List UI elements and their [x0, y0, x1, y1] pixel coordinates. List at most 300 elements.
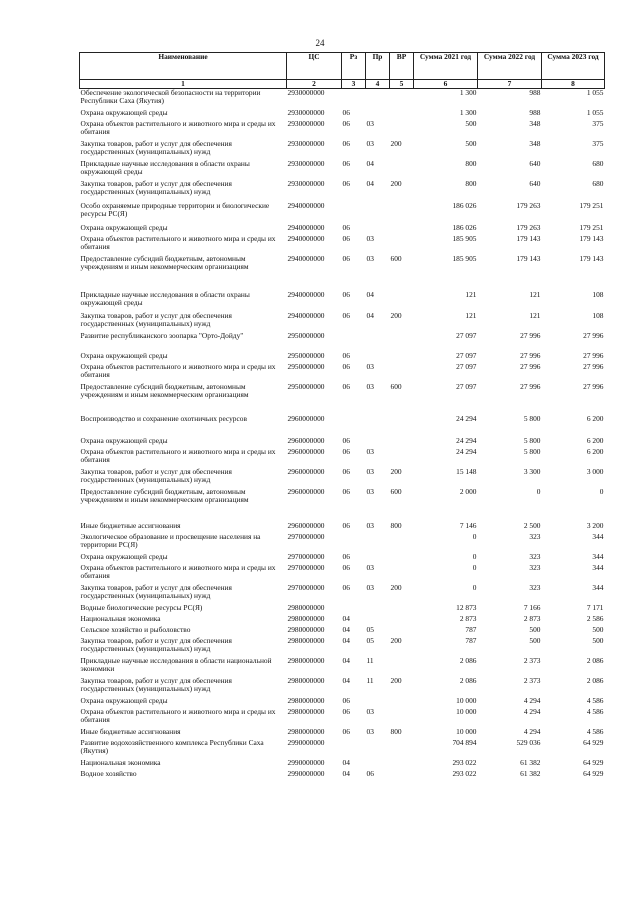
row-pr-code: [366, 739, 390, 759]
row-vr-code: [390, 657, 414, 677]
row-name: Охрана окружающей среды: [80, 696, 168, 705]
row-name: Предоставление субсидий бюджетным, автономным учреждениям и иным некоммерческим организациям: [80, 382, 249, 399]
row-sum-2022: 500: [529, 625, 541, 634]
row-vr-code: 200: [390, 583, 402, 592]
row-sum-2022: 323: [529, 532, 541, 541]
row-cs-code: 2980000000: [287, 614, 325, 623]
row-vr-code: 600: [390, 254, 402, 263]
row-sum-2022: 323: [529, 583, 541, 592]
table-row: [80, 437, 605, 448]
table-row: [80, 89, 605, 109]
row-sum-2021: 293 022: [452, 769, 477, 778]
table-row: [80, 728, 605, 739]
row-sum-2021: 800: [465, 159, 477, 168]
row-vr-code: 200: [390, 311, 402, 320]
row-sum-2022: 2 373: [523, 676, 541, 685]
table-row: [80, 448, 605, 468]
row-sum-2023: 2 086: [586, 656, 604, 665]
row-sum-2023: 27 996: [583, 331, 604, 340]
row-sum-2021: 704 894: [452, 738, 477, 747]
row-rz-code: 06: [342, 447, 350, 456]
row-name: Предоставление субсидий бюджетным, автономным учреждениям и иным некоммерческим организациям: [80, 254, 249, 271]
row-sum-2021: 186 026: [452, 223, 477, 232]
row-pr-code: [366, 533, 390, 553]
row-pr-code: [366, 697, 390, 708]
row-name: Охрана окружающей среды: [80, 436, 168, 445]
row-rz-code: [342, 415, 366, 437]
row-sum-2021: 800: [465, 179, 477, 188]
table-row: [80, 708, 605, 728]
row-sum-2022: 4 294: [523, 727, 541, 736]
row-sum-2021: 15 148: [456, 467, 477, 476]
header-sum-2021: Сумма 2021 год: [414, 53, 478, 80]
row-sum-2023: 27 996: [583, 382, 604, 391]
row-sum-2021: 1 300: [459, 108, 477, 117]
row-sum-2021: 185 905: [452, 254, 477, 263]
row-cs-code: 2980000000: [287, 676, 325, 685]
row-sum-2022: 27 996: [520, 331, 541, 340]
row-name: Иные бюджетные ассигнования: [80, 727, 181, 736]
row-vr-code: [390, 437, 414, 448]
row-rz-code: 04: [342, 614, 350, 623]
header-pr: Пр: [366, 53, 390, 80]
row-name: Развитие водохозяйственного комплекса Республики Саха (Якутия): [80, 738, 264, 755]
row-pr-code: 03: [366, 707, 374, 716]
row-cs-code: 2990000000: [287, 758, 325, 767]
row-vr-code: [390, 626, 414, 637]
header-vr: ВР: [390, 53, 414, 80]
row-sum-2022: 4 294: [523, 707, 541, 716]
row-rz-code: 06: [342, 234, 350, 243]
table-row: [80, 352, 605, 363]
row-pr-code: [366, 615, 390, 626]
column-index: 3: [342, 80, 366, 89]
row-sum-2023: 344: [592, 532, 604, 541]
row-sum-2023: 6 200: [586, 436, 604, 445]
column-index: 2: [287, 80, 342, 89]
row-rz-code: 06: [342, 467, 350, 476]
table-row: [80, 202, 605, 224]
row-cs-code: 2930000000: [287, 159, 325, 168]
row-pr-code: 03: [366, 447, 374, 456]
row-pr-code: 03: [366, 139, 374, 148]
row-sum-2021: 24 294: [456, 447, 477, 456]
row-cs-code: 2950000000: [287, 331, 325, 340]
row-cs-code: 2960000000: [287, 436, 325, 445]
row-name: Закупка товаров, работ и услуг для обеспечения государственных (муниципальных) нужд: [80, 676, 232, 693]
table-row: [80, 697, 605, 708]
row-sum-2022: 988: [529, 88, 541, 97]
row-sum-2023: 680: [592, 159, 604, 168]
row-sum-2021: 27 097: [456, 331, 477, 340]
column-index: 6: [414, 80, 478, 89]
row-vr-code: [390, 415, 414, 437]
row-name: Экологическое образование и просвещение населения на территории РС(Я): [80, 532, 261, 549]
row-cs-code: 2970000000: [287, 552, 325, 561]
row-sum-2022: 27 996: [520, 382, 541, 391]
row-rz-code: 04: [342, 769, 350, 778]
row-cs-code: 2980000000: [287, 707, 325, 716]
row-pr-code: 03: [366, 487, 374, 496]
row-pr-code: 05: [366, 636, 374, 645]
table-row: [80, 180, 605, 202]
table-row: [80, 291, 605, 312]
row-rz-code: [342, 739, 366, 759]
row-cs-code: 2930000000: [287, 139, 325, 148]
row-cs-code: 2980000000: [287, 696, 325, 705]
row-sum-2021: 293 022: [452, 758, 477, 767]
row-name: Закупка товаров, работ и услуг для обеспечения государственных (муниципальных) нужд: [80, 636, 232, 653]
row-sum-2021: 500: [465, 139, 477, 148]
page-number: 24: [315, 38, 325, 48]
table-row: [80, 383, 605, 415]
table-row: [80, 657, 605, 677]
row-name: Закупка товаров, работ и услуг для обеспечения государственных (муниципальных) нужд: [80, 139, 232, 156]
row-sum-2021: 24 294: [456, 414, 477, 423]
row-rz-code: 04: [342, 636, 350, 645]
row-vr-code: [390, 533, 414, 553]
row-sum-2022: 5 800: [523, 436, 541, 445]
row-sum-2021: 7 146: [459, 521, 477, 530]
row-name: Охрана объектов растительного и животного мира и среды их обитания: [80, 362, 276, 379]
row-name: Прикладные научные исследования в области охраны окружающей среды: [80, 290, 250, 307]
row-vr-code: [390, 89, 414, 109]
row-vr-code: [390, 553, 414, 564]
row-sum-2021: 185 905: [452, 234, 477, 243]
row-pr-code: [366, 415, 390, 437]
row-sum-2021: 10 000: [456, 707, 477, 716]
row-sum-2021: 2 086: [459, 656, 477, 665]
table-row: [80, 533, 605, 553]
table-row: [80, 626, 605, 637]
row-name: Иные бюджетные ассигнования: [80, 521, 181, 530]
row-sum-2022: 61 382: [520, 758, 541, 767]
budget-table: [79, 52, 605, 781]
row-cs-code: 2980000000: [287, 603, 325, 612]
row-cs-code: 2950000000: [287, 382, 325, 391]
table-row: [80, 637, 605, 657]
row-sum-2022: 2 373: [523, 656, 541, 665]
row-rz-code: 06: [342, 351, 350, 360]
row-sum-2023: 108: [592, 311, 604, 320]
row-pr-code: 03: [366, 254, 374, 263]
column-index: 4: [366, 80, 390, 89]
row-rz-code: [342, 332, 366, 352]
row-vr-code: [390, 120, 414, 140]
row-cs-code: 2940000000: [287, 234, 325, 243]
header-sum-2022: Сумма 2022 год: [478, 53, 542, 80]
row-pr-code: 11: [366, 676, 374, 685]
row-rz-code: 06: [342, 521, 350, 530]
row-vr-code: [390, 615, 414, 626]
row-rz-code: 06: [342, 159, 350, 168]
row-pr-code: [366, 202, 390, 224]
row-pr-code: 03: [366, 727, 374, 736]
row-sum-2021: 12 873: [456, 603, 477, 612]
row-sum-2021: 0: [472, 532, 477, 541]
row-vr-code: [390, 291, 414, 312]
row-name: Охрана объектов растительного и животного мира и среды их обитания: [80, 707, 276, 724]
row-cs-code: 2940000000: [287, 223, 325, 232]
row-sum-2023: 1 055: [586, 108, 604, 117]
table-row: [80, 770, 605, 781]
row-sum-2023: 3 000: [586, 467, 604, 476]
row-cs-code: 2940000000: [287, 290, 325, 299]
row-vr-code: 200: [390, 467, 402, 476]
row-pr-code: 03: [366, 362, 374, 371]
row-rz-code: [342, 89, 366, 109]
row-pr-code: [366, 109, 390, 120]
row-sum-2022: 121: [529, 290, 541, 299]
table-row: [80, 564, 605, 584]
row-sum-2023: 2 586: [586, 614, 604, 623]
row-rz-code: [342, 202, 366, 224]
row-name: Охрана объектов растительного и животного мира и среды их обитания: [80, 563, 276, 580]
row-cs-code: 2940000000: [287, 254, 325, 263]
row-sum-2021: 1 300: [459, 88, 477, 97]
row-rz-code: [342, 604, 366, 615]
row-sum-2023: 1 055: [586, 88, 604, 97]
row-name: Охрана объектов растительного и животного мира и среды их обитания: [80, 447, 276, 464]
column-index-row: [80, 80, 605, 89]
row-vr-code: 200: [390, 139, 402, 148]
row-sum-2022: 2 873: [523, 614, 541, 623]
table-header-row: [80, 53, 605, 80]
row-sum-2023: 179 251: [579, 223, 604, 232]
row-rz-code: 04: [342, 656, 350, 665]
row-sum-2022: 179 263: [516, 201, 541, 210]
row-sum-2022: 0: [536, 487, 541, 496]
row-pr-code: 05: [366, 625, 374, 634]
row-sum-2023: 3 200: [586, 521, 604, 530]
row-sum-2023: 27 996: [583, 362, 604, 371]
row-pr-code: [366, 89, 390, 109]
table-row: [80, 759, 605, 770]
row-sum-2022: 27 996: [520, 362, 541, 371]
row-rz-code: 06: [342, 139, 350, 148]
row-sum-2022: 323: [529, 563, 541, 572]
row-vr-code: [390, 109, 414, 120]
row-sum-2021: 121: [465, 311, 477, 320]
row-cs-code: 2980000000: [287, 636, 325, 645]
row-vr-code: [390, 708, 414, 728]
table-row: [80, 604, 605, 615]
row-rz-code: [342, 533, 366, 553]
row-sum-2021: 24 294: [456, 436, 477, 445]
row-cs-code: 2930000000: [287, 108, 325, 117]
row-pr-code: 04: [366, 179, 374, 188]
row-vr-code: [390, 604, 414, 615]
row-sum-2023: 344: [592, 563, 604, 572]
row-sum-2023: 108: [592, 290, 604, 299]
table-row: [80, 677, 605, 697]
row-cs-code: 2960000000: [287, 487, 325, 496]
row-sum-2021: 2 000: [459, 487, 477, 496]
row-rz-code: 06: [342, 290, 350, 299]
row-name: Прикладные научные исследования в области охраны окружающей среды: [80, 159, 250, 176]
row-cs-code: 2930000000: [287, 88, 325, 97]
table-row: [80, 160, 605, 180]
column-index: 8: [542, 80, 605, 89]
row-name: Закупка товаров, работ и услуг для обеспечения государственных (муниципальных) нужд: [80, 311, 232, 328]
row-vr-code: 200: [390, 676, 402, 685]
row-vr-code: [390, 739, 414, 759]
row-sum-2022: 348: [529, 119, 541, 128]
header-rz: Рз: [342, 53, 366, 80]
row-sum-2023: 375: [592, 119, 604, 128]
row-cs-code: 2970000000: [287, 532, 325, 541]
table-row: [80, 468, 605, 488]
row-sum-2023: 64 929: [583, 738, 604, 747]
row-rz-code: 06: [342, 362, 350, 371]
table-row: [80, 312, 605, 332]
row-sum-2022: 529 036: [516, 738, 541, 747]
row-name: Охрана окружающей среды: [80, 351, 168, 360]
row-pr-code: [366, 352, 390, 363]
row-name: Прикладные научные исследования в области национальной экономики: [80, 656, 272, 673]
row-sum-2022: 121: [529, 311, 541, 320]
table-row: [80, 255, 605, 291]
row-sum-2023: 6 200: [586, 414, 604, 423]
row-name: Предоставление субсидий бюджетным, автономным учреждениям и иным некоммерческим организациям: [80, 487, 249, 504]
row-name: Закупка товаров, работ и услуг для обеспечения государственных (муниципальных) нужд: [80, 467, 232, 484]
row-sum-2023: 179 251: [579, 201, 604, 210]
row-vr-code: [390, 770, 414, 781]
row-name: Охрана объектов растительного и животного мира и среды их обитания: [80, 234, 276, 251]
row-sum-2022: 348: [529, 139, 541, 148]
row-vr-code: 200: [390, 636, 402, 645]
row-sum-2022: 27 996: [520, 351, 541, 360]
row-name: Охрана окружающей среды: [80, 223, 168, 232]
row-pr-code: 04: [366, 311, 374, 320]
row-name: Национальная экономика: [80, 758, 161, 767]
row-vr-code: 600: [390, 382, 402, 391]
column-index: 5: [390, 80, 414, 89]
row-pr-code: [366, 553, 390, 564]
row-sum-2021: 2 873: [459, 614, 477, 623]
row-pr-code: 04: [366, 159, 374, 168]
row-name: Водные биологические ресурсы РС(Я): [80, 603, 203, 612]
row-sum-2021: 121: [465, 290, 477, 299]
row-name: Воспроизводство и сохранение охотничьих ресурсов: [80, 414, 247, 423]
row-vr-code: 800: [390, 727, 402, 736]
row-sum-2023: 2 086: [586, 676, 604, 685]
row-rz-code: 06: [342, 436, 350, 445]
header-sum-2023: Сумма 2023 год: [542, 53, 605, 80]
row-pr-code: [366, 759, 390, 770]
row-sum-2021: 27 097: [456, 382, 477, 391]
row-vr-code: [390, 352, 414, 363]
row-sum-2023: 680: [592, 179, 604, 188]
row-sum-2022: 5 800: [523, 447, 541, 456]
row-sum-2023: 27 996: [583, 351, 604, 360]
row-rz-code: 06: [342, 119, 350, 128]
row-rz-code: 06: [342, 583, 350, 592]
row-rz-code: 04: [342, 625, 350, 634]
row-rz-code: 06: [342, 311, 350, 320]
row-sum-2023: 500: [592, 625, 604, 634]
row-sum-2022: 3 300: [523, 467, 541, 476]
row-sum-2023: 344: [592, 583, 604, 592]
row-cs-code: 2960000000: [287, 414, 325, 423]
column-index: 7: [478, 80, 542, 89]
table-row: [80, 140, 605, 160]
header-name: Наименование: [80, 53, 287, 80]
row-sum-2023: 64 929: [583, 758, 604, 767]
row-sum-2021: 0: [472, 563, 477, 572]
row-vr-code: [390, 202, 414, 224]
table-row: [80, 235, 605, 255]
row-name: Закупка товаров, работ и услуг для обеспечения государственных (муниципальных) нужд: [80, 583, 232, 600]
row-vr-code: 800: [390, 521, 402, 530]
row-sum-2021: 10 000: [456, 727, 477, 736]
row-vr-code: [390, 160, 414, 180]
row-name: Водное хозяйство: [80, 769, 137, 778]
row-sum-2023: 0: [599, 487, 604, 496]
row-sum-2021: 787: [465, 625, 477, 634]
row-sum-2022: 179 143: [516, 234, 541, 243]
row-cs-code: 2930000000: [287, 179, 325, 188]
row-pr-code: [366, 604, 390, 615]
row-cs-code: 2950000000: [287, 351, 325, 360]
table-row: [80, 109, 605, 120]
row-pr-code: 03: [366, 583, 374, 592]
row-sum-2023: 7 171: [586, 603, 604, 612]
row-sum-2023: 344: [592, 552, 604, 561]
row-sum-2021: 787: [465, 636, 477, 645]
row-sum-2022: 500: [529, 636, 541, 645]
row-rz-code: 06: [342, 223, 350, 232]
row-cs-code: 2930000000: [287, 119, 325, 128]
row-name: Охрана окружающей среды: [80, 552, 168, 561]
table-row: [80, 120, 605, 140]
row-rz-code: 06: [342, 696, 350, 705]
row-cs-code: 2980000000: [287, 656, 325, 665]
row-vr-code: [390, 564, 414, 584]
row-sum-2023: 375: [592, 139, 604, 148]
row-sum-2021: 0: [472, 552, 477, 561]
row-rz-code: 06: [342, 552, 350, 561]
table-row: [80, 332, 605, 352]
row-vr-code: [390, 697, 414, 708]
row-cs-code: 2990000000: [287, 738, 325, 747]
row-sum-2022: 61 382: [520, 769, 541, 778]
row-rz-code: 06: [342, 108, 350, 117]
row-vr-code: 600: [390, 487, 402, 496]
row-sum-2021: 500: [465, 119, 477, 128]
row-name: Охрана объектов растительного и животного мира и среды их обитания: [80, 119, 276, 136]
row-rz-code: 06: [342, 254, 350, 263]
row-pr-code: 06: [366, 769, 374, 778]
row-rz-code: 06: [342, 382, 350, 391]
row-sum-2023: 4 586: [586, 727, 604, 736]
table-row: [80, 522, 605, 533]
row-vr-code: [390, 448, 414, 468]
row-vr-code: [390, 363, 414, 383]
row-name: Особо охраняемые природные территории и биологические ресурсы РС(Я): [80, 201, 270, 218]
row-sum-2023: 500: [592, 636, 604, 645]
row-pr-code: 03: [366, 119, 374, 128]
row-sum-2022: 640: [529, 179, 541, 188]
row-sum-2021: 0: [472, 583, 477, 592]
table-row: [80, 488, 605, 522]
row-sum-2023: 179 143: [579, 234, 604, 243]
table-row: [80, 415, 605, 437]
row-pr-code: [366, 437, 390, 448]
row-sum-2022: 179 143: [516, 254, 541, 263]
table-row: [80, 553, 605, 564]
row-cs-code: 2940000000: [287, 311, 325, 320]
